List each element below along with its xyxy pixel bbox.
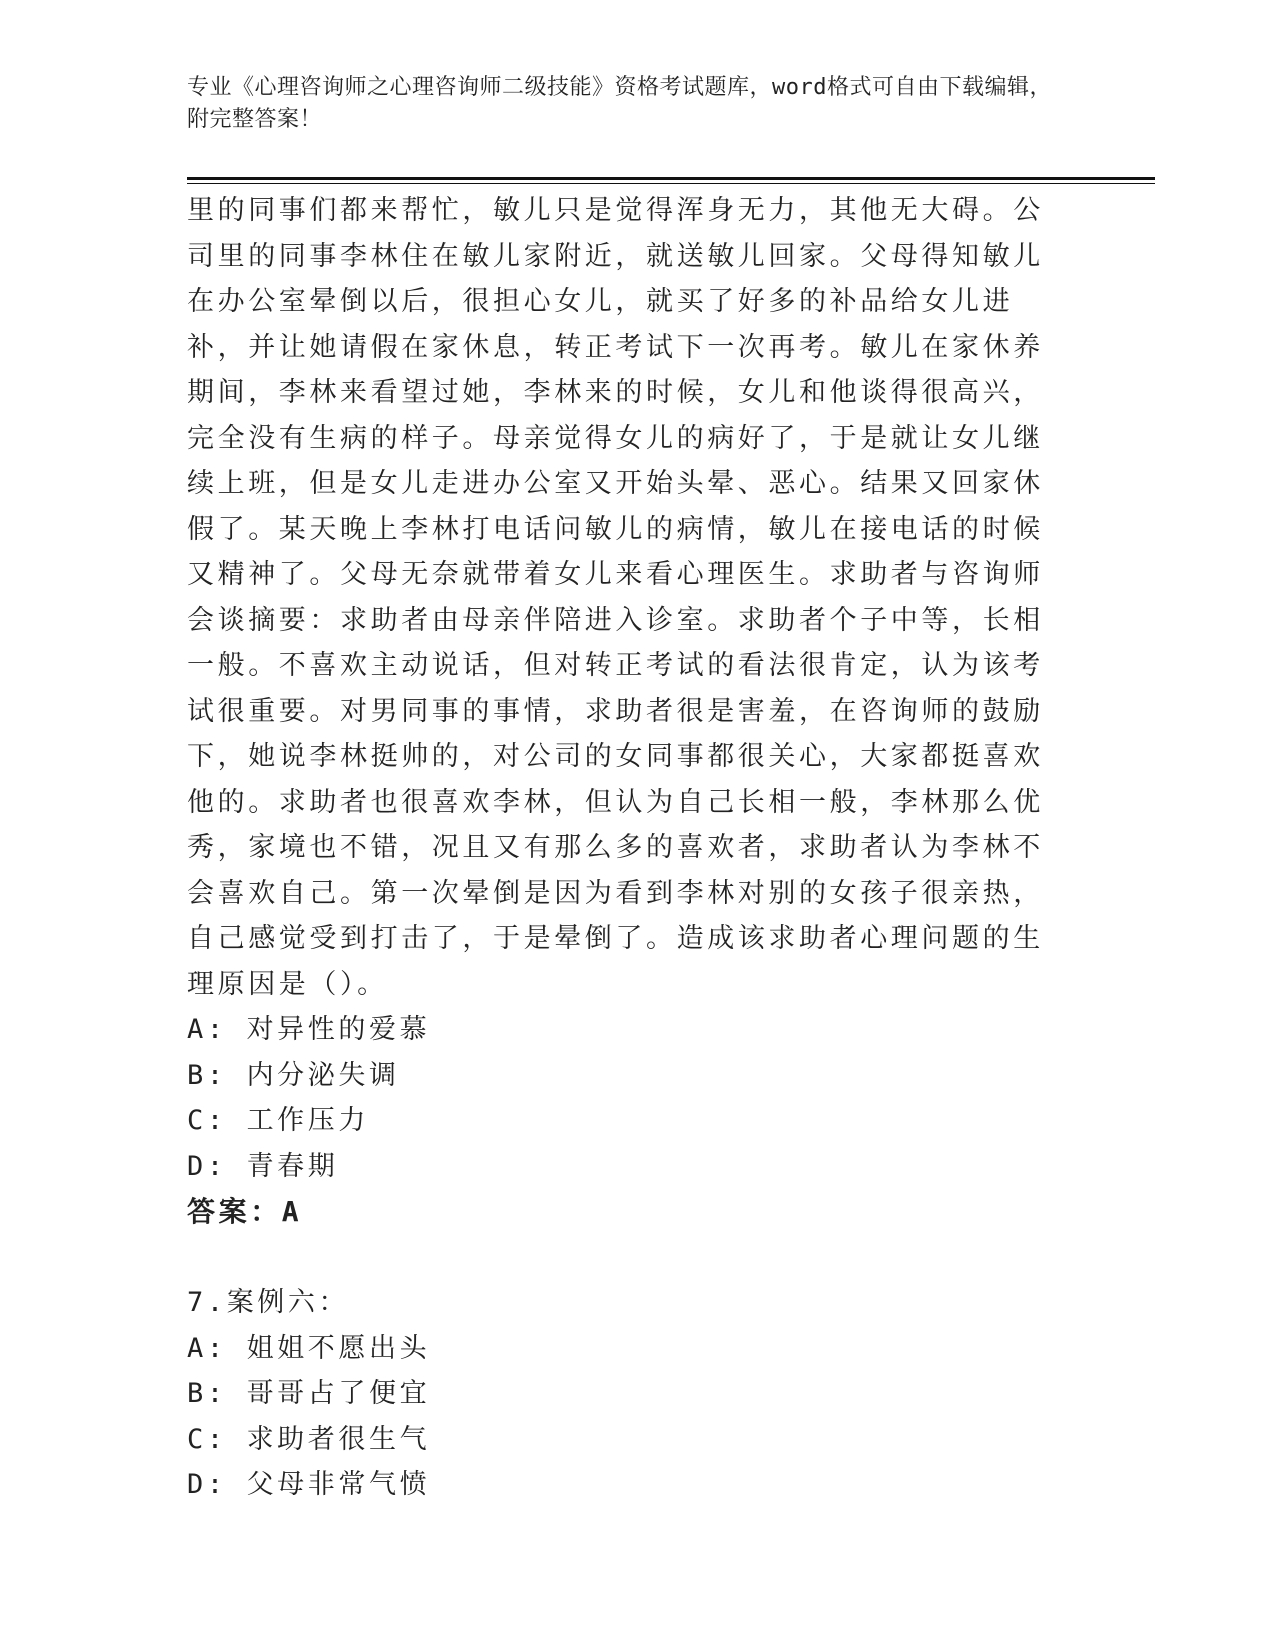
document-body: [187, 188, 1067, 1508]
question-7-option-d: D: 父母非常气愤: [187, 1469, 431, 1500]
question-6-option-c: C: 工作压力: [187, 1105, 369, 1136]
question-6-option-b: B: 内分泌失调: [187, 1059, 400, 1091]
question-7-option-a: A: 姐姐不愿出头: [187, 1332, 431, 1364]
header-text: 专业《心理咨询师之心理咨询师二级技能》资格考试题库，word格式可自由下载编辑，附完整答案！: [187, 75, 1052, 132]
question-7-option-b: B: 哥哥占了便宜: [187, 1378, 431, 1409]
document-header: [187, 72, 1067, 136]
header-divider-thick: [187, 177, 1155, 180]
question-6-text: 里的同事们都来帮忙，敏儿只是觉得浑身无力，其他无大碍。公司里的同事李林住在敏儿家附近，就送敏儿回家。父母得知敏儿在办公室晕倒以后，很担心女儿，就买了好多的补品给女儿进补，并让她请假在家休息，转正考试下一次再考。敏儿在家休养期间，李林来看望过她，李林来的时候，女儿和他谈得很高兴，完全没有生病的样子。母亲觉得女儿的病好了，于是就让女儿继续上班，但是女儿走进办公室又开始头晕、恶心。结果又回家休假了。某天晚上李林打电话问敏儿的病情，敏儿在接电话的时候又精神了。父母无奈就带着女儿来看心理医生。求助者与咨询师会谈摘要：求助者由母亲伴陪进入诊室。求助者个子中等，长相一般。不喜欢主动说话，但对转正考试的看法很肯定，认为该考试很重要。对男同事的事情，求助者很是害羞，在咨询师的鼓励下，她说李林挺帅的，对公司的女同事都很关心，大家都挺喜欢他的。求助者也很喜欢李林，但认为自己长相一般，李林那么优秀，家境也不错，况且又有那么多的喜欢者，求助者认为李林不会喜欢自己。第一次晕倒是因为看到李林对别的女孩子很亲热，自己感觉受到打击了，于是晕倒了。造成该求助者心理问题的生理原因是（）。: [187, 195, 1044, 1000]
question-6-option-d: D: 青春期: [187, 1150, 339, 1182]
question-7-option-c: C: 求助者很生气: [187, 1423, 431, 1455]
question-7-title: 7.案例六：: [187, 1287, 350, 1318]
question-6-option-a: A: 对异性的爱慕: [187, 1014, 431, 1045]
header-divider-thin: [187, 183, 1155, 184]
section-spacer: [187, 1235, 1067, 1281]
question-6-answer: 答案：A: [187, 1195, 303, 1228]
